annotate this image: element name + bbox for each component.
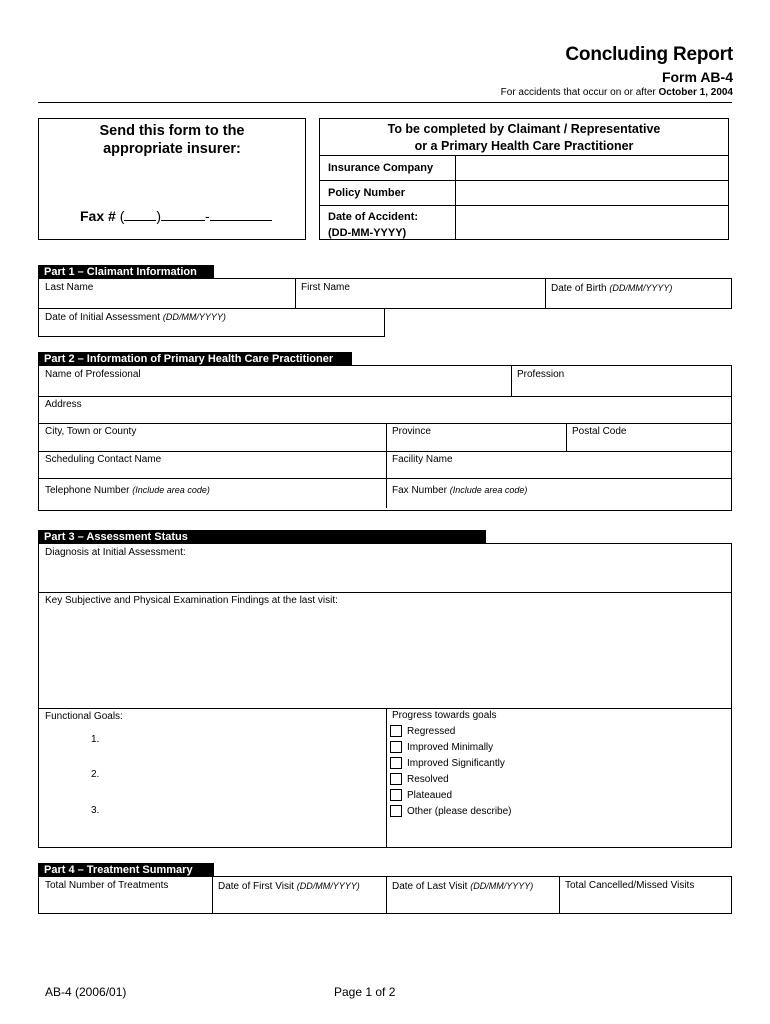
scheduling-contact-label: Scheduling Contact Name	[45, 454, 162, 465]
last-visit-field[interactable]	[386, 877, 559, 913]
city-label: City, Town or County	[45, 426, 137, 437]
option-resolved-label: Resolved	[407, 774, 449, 785]
goal-number: 3.	[91, 805, 100, 816]
goal-number: 1.	[91, 734, 100, 745]
initial-assessment-cell	[39, 308, 384, 336]
province-field[interactable]	[386, 423, 566, 451]
city-field[interactable]	[39, 423, 386, 451]
claimant-heading-line1: To be completed by Claimant / Representative	[387, 122, 661, 136]
postal-code-field[interactable]	[566, 423, 731, 451]
fax-number-field[interactable]	[386, 478, 731, 510]
checkbox-improved-significantly[interactable]	[390, 757, 402, 769]
postal-code-label: Postal Code	[572, 426, 627, 437]
goal-number: 2.	[91, 769, 100, 780]
date-of-accident-label-line2: (DD-MM-YYYY)	[328, 227, 407, 239]
initial-assessment-label: Date of Initial Assessment	[45, 312, 163, 323]
form-code: AB-4 (2006/01)	[45, 985, 127, 999]
address-label: Address	[45, 399, 82, 410]
name-of-professional-label: Name of Professional	[45, 369, 141, 380]
date-of-accident-label-line1: Date of Accident:	[328, 211, 419, 223]
page-title: Concluding Report	[565, 44, 733, 65]
part4-table	[38, 876, 732, 914]
option-improved-significantly-label: Improved Significantly	[407, 758, 505, 769]
fax-dash: -	[205, 208, 210, 224]
fax-prefix-blank[interactable]	[161, 208, 205, 221]
policy-number-label: Policy Number	[320, 181, 456, 205]
claimant-heading-line2: or a Primary Health Care Practitioner	[414, 139, 634, 153]
fax-line-blank[interactable]	[210, 208, 272, 221]
fax-number-label: Fax Number	[392, 485, 450, 496]
option-regressed-label: Regressed	[407, 726, 456, 737]
last-visit-format: (DD/MM/YYYY)	[470, 881, 534, 891]
name-of-professional-field[interactable]	[39, 366, 511, 396]
insurance-company-label: Insurance Company	[320, 156, 456, 180]
header-divider	[38, 102, 732, 103]
policy-number-row[interactable]	[320, 180, 728, 205]
part1-row1	[38, 278, 732, 309]
checkbox-other[interactable]	[390, 805, 402, 817]
diagnosis-field[interactable]	[39, 544, 731, 592]
profession-label: Profession	[517, 369, 565, 380]
last-name-label: Last Name	[45, 282, 94, 293]
part3-heading: Part 3 – Assessment Status	[38, 530, 486, 544]
initial-assessment-format: (DD/MM/YYYY)	[162, 312, 226, 322]
first-name-field[interactable]	[295, 279, 545, 308]
date-of-accident-row[interactable]	[320, 205, 728, 240]
last-name-field[interactable]	[39, 279, 295, 308]
diagnosis-label: Diagnosis at Initial Assessment:	[45, 547, 186, 558]
date-of-birth-field[interactable]	[545, 279, 731, 308]
dob-label: Date of Birth	[551, 283, 610, 294]
key-findings-label: Key Subjective and Physical Examination Findings at the last visit:	[45, 595, 338, 606]
part3-table	[38, 543, 732, 848]
subtitle-prefix: For accidents that occur on or after	[500, 87, 659, 98]
cancelled-visits-label: Total Cancelled/Missed Visits	[565, 880, 695, 891]
checkbox-improved-minimally[interactable]	[390, 741, 402, 753]
send-to-insurer-title	[38, 122, 306, 158]
last-visit-label: Date of Last Visit	[392, 881, 471, 892]
telephone-note: (Include area code)	[132, 485, 210, 495]
send-line-1: Send this form to the	[99, 123, 245, 139]
total-treatments-field[interactable]	[39, 877, 212, 913]
part2-heading: Part 2 – Information of Primary Health Care Practitioner	[38, 352, 352, 366]
fax-open-paren: (	[119, 208, 125, 224]
part2-table	[38, 365, 732, 511]
first-visit-format: (DD/MM/YYYY)	[296, 881, 360, 891]
province-label: Province	[392, 426, 431, 437]
cancelled-visits-field[interactable]	[559, 877, 731, 913]
dob-format: (DD/MM/YYYY)	[609, 283, 673, 293]
telephone-label: Telephone Number	[45, 485, 133, 496]
page-number: Page 1 of 2	[334, 985, 396, 999]
part1-heading: Part 1 – Claimant Information	[38, 265, 214, 279]
profession-field[interactable]	[511, 366, 731, 396]
first-visit-field[interactable]	[212, 877, 386, 913]
address-field[interactable]	[39, 396, 731, 423]
option-plateaued-label: Plateaued	[407, 790, 453, 801]
functional-goals-label: Functional Goals:	[45, 711, 123, 722]
total-treatments-label: Total Number of Treatments	[45, 880, 169, 891]
send-line-2: appropriate insurer:	[103, 141, 241, 157]
option-improved-minimally-label: Improved Minimally	[407, 742, 494, 753]
first-name-label: First Name	[301, 282, 350, 293]
first-visit-label: Date of First Visit	[218, 881, 297, 892]
form-subtitle	[501, 87, 733, 98]
claimant-box-heading	[319, 121, 729, 155]
facility-name-label: Facility Name	[392, 454, 453, 465]
subtitle-date: October 1, 2004	[658, 87, 733, 98]
progress-label: Progress towards goals	[392, 710, 497, 721]
checkbox-resolved[interactable]	[390, 773, 402, 785]
insurer-fax-field[interactable]	[80, 208, 272, 224]
date-of-accident-label	[320, 206, 456, 240]
initial-assessment-date-field[interactable]	[38, 308, 385, 337]
facility-name-field[interactable]	[386, 451, 731, 478]
checkbox-regressed[interactable]	[390, 725, 402, 737]
scheduling-contact-field[interactable]	[39, 451, 386, 478]
form-number: Form AB-4	[661, 69, 733, 85]
option-other-label: Other (please describe)	[407, 806, 512, 817]
fax-label: Fax #	[80, 208, 116, 224]
checkbox-plateaued[interactable]	[390, 789, 402, 801]
telephone-field[interactable]	[39, 478, 386, 510]
divider	[386, 708, 387, 847]
key-findings-field[interactable]	[39, 592, 731, 708]
insurance-company-row[interactable]	[320, 155, 728, 180]
fax-close-paren: )	[156, 208, 162, 224]
part4-heading: Part 4 – Treatment Summary	[38, 863, 214, 877]
fax-number-note: (Include area code)	[449, 485, 528, 495]
fax-area-code-blank[interactable]	[124, 208, 156, 221]
